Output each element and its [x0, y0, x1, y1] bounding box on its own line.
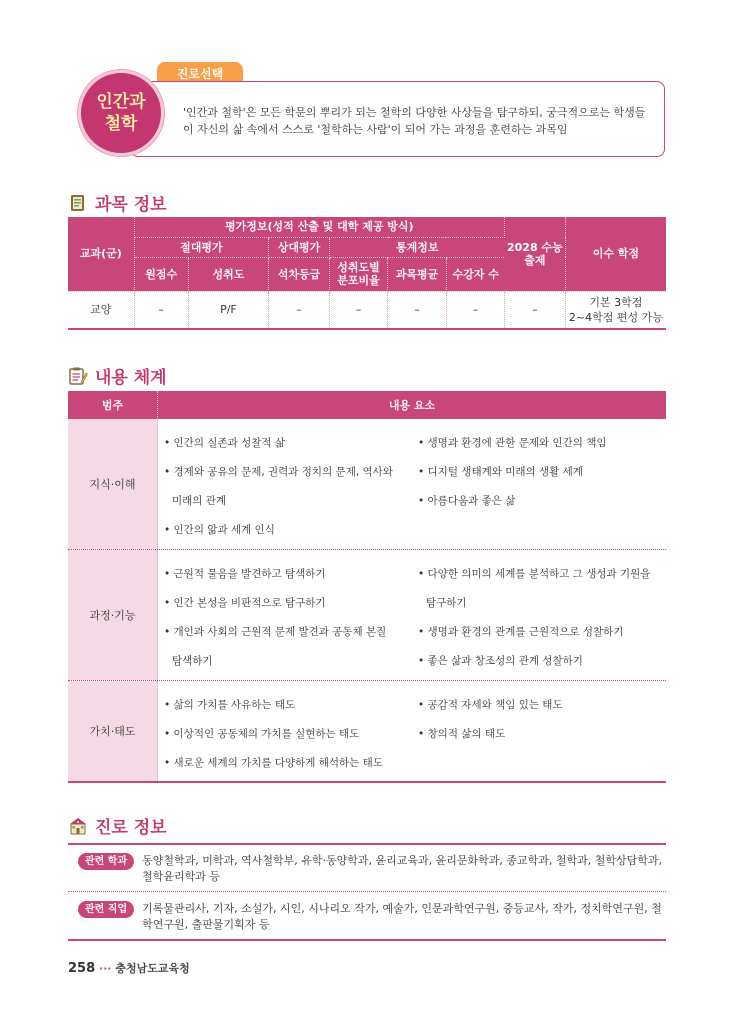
list-item: • 인간의 실존과 성찰적 삶: [164, 437, 285, 449]
cell-achievement: P/F: [188, 291, 268, 329]
footer-separator: ···: [98, 962, 112, 975]
header-area: 교과(군): [68, 217, 134, 291]
list-item: • 인간의 앎과 세계 인식: [164, 524, 275, 536]
header-relative: 상대평가: [269, 237, 330, 257]
subject-title-line1: 인간과: [96, 92, 146, 112]
subject-title-line2: 철학: [104, 114, 138, 134]
book-icon: [68, 193, 88, 213]
departments-text: 동양철학과, 미학과, 역사철학부, 유학·동양학과, 윤리교육과, 윤리문화학과, 종교학과, 철학과, 철학상담학과, 철학윤리학과 등: [142, 854, 662, 883]
clipboard-pencil-icon: [68, 366, 88, 386]
list-item: • 생명과 환경의 관계를 근원적으로 성찰하기: [418, 626, 624, 638]
page-number: 258: [68, 961, 96, 976]
content-row-knowledge: [68, 419, 666, 550]
category-label: 과정·기능: [68, 550, 158, 680]
header-csat: 2028 수능 출제: [504, 217, 565, 291]
elective-tag: 진로선택: [157, 62, 243, 84]
cell-area: 교양: [68, 291, 134, 329]
cell-raw-score: –: [134, 291, 188, 329]
school-icon: [68, 816, 88, 836]
list-item: • 좋은 삶과 창조성의 관계 성찰하기: [418, 655, 583, 667]
content-system-table: [68, 391, 666, 783]
list-item: 탐구하기: [426, 597, 467, 609]
header-average: 과목평균: [388, 257, 447, 291]
header-rank: 석차등급: [269, 257, 330, 291]
content-row-values: [68, 681, 666, 783]
header-absolute: 절대평가: [134, 237, 269, 257]
list-item: • 새로운 세계의 가치를 다양하게 해석하는 태도: [164, 757, 383, 769]
list-item: • 창의적 삶의 태도: [418, 728, 506, 740]
list-item: • 개인과 사회의 근원적 문제 발견과 공동체 본질: [164, 626, 387, 638]
jobs-badge: 관련 직업: [78, 901, 134, 918]
list-item: • 생명과 환경에 관한 문제와 인간의 책임: [418, 437, 607, 449]
list-item: 미래의 관계: [172, 495, 227, 507]
list-item: • 근원적 물음을 발견하고 탐색하기: [164, 568, 326, 580]
category-label: 가치·태도: [68, 681, 158, 781]
list-item: • 삶의 가치를 사유하는 태도: [164, 699, 296, 711]
header-credits: 이수 학점: [565, 217, 666, 291]
career-info-box: [68, 843, 666, 941]
list-item: • 공감적 자세와 책임 있는 태도: [418, 699, 563, 711]
content-table-header: [68, 391, 666, 419]
cell-students: –: [446, 291, 504, 329]
header-achievement: 성취도: [188, 257, 268, 291]
header-elements: 내용 요소: [388, 399, 436, 412]
cell-distribution: –: [329, 291, 387, 329]
list-item: 탐색하기: [172, 655, 213, 667]
header-eval-info: 평가정보(성적 산출 및 대학 제공 방식): [134, 217, 504, 237]
content-row-process: [68, 550, 666, 681]
category-label: 지식·이해: [68, 419, 158, 549]
subject-description: '인간과 철학'은 모든 학문의 뿌리가 되는 철학의 다양한 사상들을 탐구하되, 궁극적으로는 학생들이 자신의 삶 속에서 스스로 '철학하는 사람'이 되어 가는 과정을 훈련하는 과목임: [183, 106, 646, 136]
cell-average: –: [388, 291, 447, 329]
subject-title-circle: [78, 70, 164, 156]
list-item: • 인간 본성을 비판적으로 탐구하기: [164, 597, 326, 609]
subject-info-heading: [68, 190, 167, 215]
page-footer: [68, 960, 190, 976]
publisher-name: 충청남도교육청: [115, 962, 190, 975]
list-item: • 아름다움과 좋은 삶: [418, 495, 516, 507]
header-students: 수강자 수: [446, 257, 504, 291]
career-info-title: 진로 정보: [95, 818, 167, 838]
subject-info-title: 과목 정보: [95, 195, 167, 215]
header-category: 범주: [68, 391, 158, 419]
content-system-heading: [68, 363, 167, 388]
related-jobs-row: [68, 892, 666, 941]
subject-info-table: [68, 217, 666, 330]
list-item: • 이상적인 공동체의 가치를 실현하는 태도: [164, 728, 360, 740]
cell-rank: –: [269, 291, 330, 329]
career-info-heading: [68, 813, 167, 838]
cell-credits: 기본 3학점 2~4학점 편성 가능: [565, 291, 666, 329]
list-item: • 디지털 생태계와 미래의 생활 세계: [418, 466, 583, 478]
cell-csat: –: [504, 291, 565, 329]
related-departments-row: [68, 845, 666, 892]
departments-badge: 관련 학과: [78, 853, 134, 870]
header-raw-score: 원점수: [134, 257, 188, 291]
jobs-text: 기록물관리사, 기자, 소설가, 시인, 시나리오 작가, 예술가, 인문과학연구원, 중등교사, 작가, 정치학연구원, 철학연구원, 출판물기획자 등: [142, 902, 662, 931]
list-item: • 경제와 공유의 문제, 권력과 정치의 문제, 역사와: [164, 466, 393, 478]
list-item: • 다양한 의미의 세계를 분석하고 그 생성과 기원을: [418, 568, 651, 580]
header-stats: 통계정보: [329, 237, 504, 257]
header-distribution: 성취도별 분포비율: [329, 257, 387, 291]
content-system-title: 내용 체계: [95, 368, 167, 388]
